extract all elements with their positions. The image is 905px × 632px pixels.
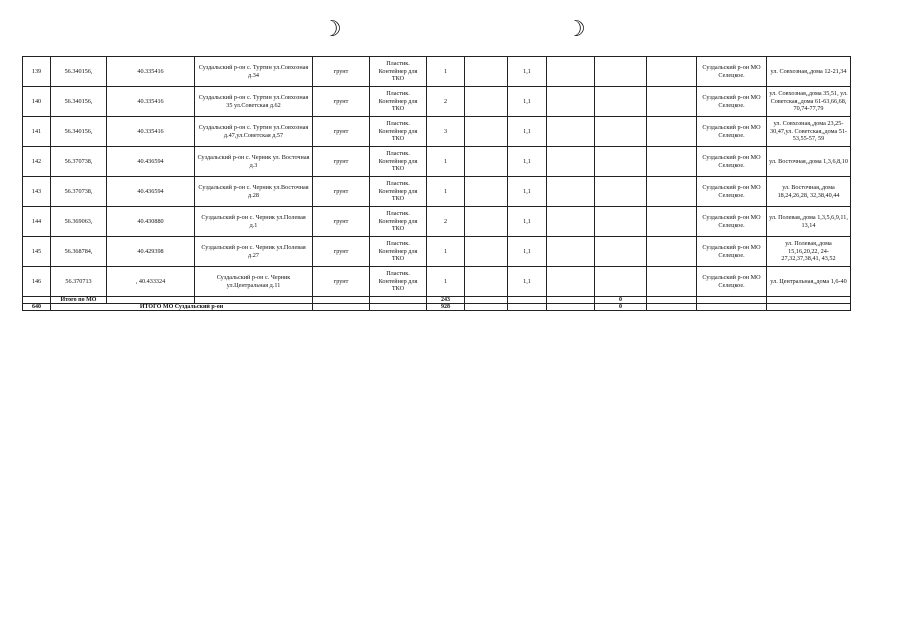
surface-cell: грунт <box>313 207 370 237</box>
longitude-cell: 40.436594 <box>107 147 195 177</box>
volume-cell: 1,1 <box>508 57 547 87</box>
container-type-cell: Пластик. Контейнер для ТКО <box>370 237 427 267</box>
empty-cell <box>465 117 508 147</box>
table-row <box>23 147 851 177</box>
empty-cell <box>465 297 508 304</box>
empty-cell <box>23 297 51 304</box>
surface-cell: грунт <box>313 57 370 87</box>
row-number: 140 <box>23 87 51 117</box>
total-label: ИТОГО МО Суздальский р-он <box>51 304 313 311</box>
longitude-cell: 40.436594 <box>107 177 195 207</box>
served-addresses-cell: ул. Полевая,,дома 15,16,20,22, 24-27,32,37,38,41, 43,52 <box>767 237 851 267</box>
row-number: 143 <box>23 177 51 207</box>
empty-cell <box>697 297 767 304</box>
empty-cell <box>465 207 508 237</box>
subtotal-label: Итого по МО <box>51 297 107 304</box>
latitude-cell: 56.370738, <box>51 177 107 207</box>
surface-cell: грунт <box>313 177 370 207</box>
served-addresses-cell: ул. Центральная,,дома 1,6-40 <box>767 267 851 297</box>
empty-cell <box>595 87 647 117</box>
empty-cell <box>595 207 647 237</box>
empty-cell <box>508 297 547 304</box>
address-cell: Суздальский р-он с. Черник ул.Полевая д.27 <box>195 237 313 267</box>
latitude-cell: 56.368784, <box>51 237 107 267</box>
table-row <box>23 117 851 147</box>
latitude-cell: 56.340156, <box>51 57 107 87</box>
address-cell: Суздальский р-он с. Черник ул.Полевая д.1 <box>195 207 313 237</box>
empty-cell <box>547 177 595 207</box>
container-type-cell: Пластик. Контейнер для ТКО <box>370 147 427 177</box>
served-addresses-cell: ул. Совхозная,,дома 35,51, ул. Советская,,дома 61-63,66,68, 70,74-77,79 <box>767 87 851 117</box>
empty-cell <box>547 237 595 267</box>
served-addresses-cell: ул. Восточная,,дома 18,24,26,28, 32,38,40,44 <box>767 177 851 207</box>
table-row <box>23 207 851 237</box>
empty-cell <box>647 147 697 177</box>
table-row <box>23 267 851 297</box>
empty-cell <box>595 57 647 87</box>
address-cell: Суздальский р-он с. Черник ул. Восточная д.3 <box>195 147 313 177</box>
longitude-cell: 40.335416 <box>107 57 195 87</box>
owner-cell: Суздальский р-он МО Селецкое. <box>697 267 767 297</box>
empty-cell <box>595 147 647 177</box>
empty-cell <box>547 207 595 237</box>
container-type-cell: Пластик. Контейнер для ТКО <box>370 177 427 207</box>
volume-cell: 1,1 <box>508 267 547 297</box>
address-cell: Суздальский р-он с. Туртин ул.Совхозная 35 ул.Советская д.62 <box>195 87 313 117</box>
container-type-cell: Пластик. Контейнер для ТКО <box>370 267 427 297</box>
empty-cell <box>647 267 697 297</box>
row-number: 141 <box>23 117 51 147</box>
empty-cell <box>595 237 647 267</box>
total-zero: 0 <box>595 304 647 311</box>
latitude-cell: 56.370713 <box>51 267 107 297</box>
container-count-cell: 2 <box>427 87 465 117</box>
empty-cell <box>547 267 595 297</box>
address-cell: Суздальский р-он с. Туртин ул.Совхозная д.34 <box>195 57 313 87</box>
owner-cell: Суздальский р-он МО Селецкое. <box>697 117 767 147</box>
empty-cell <box>767 297 851 304</box>
volume-cell: 1,1 <box>508 207 547 237</box>
empty-cell <box>547 117 595 147</box>
table-row <box>23 177 851 207</box>
table-row <box>23 237 851 267</box>
empty-cell <box>465 87 508 117</box>
latitude-cell: 56.369063, <box>51 207 107 237</box>
owner-cell: Суздальский р-он МО Селецкое. <box>697 87 767 117</box>
volume-cell: 1,1 <box>508 177 547 207</box>
volume-cell: 1,1 <box>508 117 547 147</box>
address-cell: Суздальский р-он с. Черник ул.Восточная д.28 <box>195 177 313 207</box>
subtotal-count: 243 <box>427 297 465 304</box>
empty-cell <box>595 267 647 297</box>
row-number: 146 <box>23 267 51 297</box>
address-cell: Суздальский р-он с. Черник ул.Центральная д.11 <box>195 267 313 297</box>
served-addresses-cell: ул. Совхозная,,дома 12-21,34 <box>767 57 851 87</box>
container-count-cell: 1 <box>427 237 465 267</box>
empty-cell <box>697 304 767 311</box>
empty-cell <box>767 304 851 311</box>
latitude-cell: 56.370738, <box>51 147 107 177</box>
empty-cell <box>370 297 427 304</box>
container-count-cell: 2 <box>427 207 465 237</box>
empty-cell <box>595 117 647 147</box>
longitude-cell: 40.335416 <box>107 87 195 117</box>
surface-cell: грунт <box>313 117 370 147</box>
latitude-cell: 56.340156, <box>51 117 107 147</box>
container-type-cell: Пластик. Контейнер для ТКО <box>370 207 427 237</box>
empty-cell <box>465 267 508 297</box>
empty-cell <box>313 304 370 311</box>
total-number: 640 <box>23 304 51 311</box>
row-number: 144 <box>23 207 51 237</box>
owner-cell: Суздальский р-он МО Селецкое. <box>697 237 767 267</box>
empty-cell <box>647 237 697 267</box>
empty-cell <box>370 304 427 311</box>
total-count: 928 <box>427 304 465 311</box>
total-row <box>23 304 851 311</box>
longitude-cell: 40.430880 <box>107 207 195 237</box>
empty-cell <box>107 297 195 304</box>
empty-cell <box>465 237 508 267</box>
empty-cell <box>647 297 697 304</box>
row-number: 142 <box>23 147 51 177</box>
empty-cell <box>465 57 508 87</box>
empty-cell <box>547 87 595 117</box>
empty-cell <box>465 177 508 207</box>
owner-cell: Суздальский р-он МО Селецкое. <box>697 57 767 87</box>
empty-cell <box>647 117 697 147</box>
longitude-cell: 40.429398 <box>107 237 195 267</box>
served-addresses-cell: ул. Полевая,,дома 1,3,5,6,9,11, 13,14 <box>767 207 851 237</box>
empty-cell <box>647 207 697 237</box>
empty-cell <box>547 147 595 177</box>
subtotal-zero: 0 <box>595 297 647 304</box>
owner-cell: Суздальский р-он МО Селецкое. <box>697 147 767 177</box>
empty-cell <box>547 297 595 304</box>
waste-site-register-table <box>22 56 851 311</box>
empty-cell <box>547 57 595 87</box>
served-addresses-cell: ул. Совхозная,,дома 23,25-30,47,ул. Советская,,дома 51-53,55-57, 59 <box>767 117 851 147</box>
subtotal-row <box>23 297 851 304</box>
empty-cell <box>647 57 697 87</box>
container-count-cell: 1 <box>427 57 465 87</box>
owner-cell: Суздальский р-он МО Селецкое. <box>697 207 767 237</box>
empty-cell <box>313 297 370 304</box>
empty-cell <box>595 177 647 207</box>
container-count-cell: 3 <box>427 117 465 147</box>
longitude-cell: , 40.433324 <box>107 267 195 297</box>
empty-cell <box>508 304 547 311</box>
empty-cell <box>465 304 508 311</box>
table-body <box>23 57 851 311</box>
surface-cell: грунт <box>313 87 370 117</box>
address-cell: Суздальский р-он с. Туртин ул.Совхозная д.47,ул.Советская д.57 <box>195 117 313 147</box>
container-type-cell: Пластик. Контейнер для ТКО <box>370 117 427 147</box>
moon-mark-left: ☽ <box>322 16 342 41</box>
empty-cell <box>647 304 697 311</box>
served-addresses-cell: ул. Восточная,,дома 1,3,6,8,10 <box>767 147 851 177</box>
empty-cell <box>647 87 697 117</box>
container-count-cell: 1 <box>427 177 465 207</box>
surface-cell: грунт <box>313 237 370 267</box>
volume-cell: 1,1 <box>508 237 547 267</box>
row-number: 139 <box>23 57 51 87</box>
surface-cell: грунт <box>313 267 370 297</box>
volume-cell: 1,1 <box>508 147 547 177</box>
volume-cell: 1,1 <box>508 87 547 117</box>
empty-cell <box>465 147 508 177</box>
table-row <box>23 57 851 87</box>
container-count-cell: 1 <box>427 147 465 177</box>
moon-mark-right: ☽ <box>566 16 586 41</box>
longitude-cell: 40.335416 <box>107 117 195 147</box>
surface-cell: грунт <box>313 147 370 177</box>
table-row <box>23 87 851 117</box>
owner-cell: Суздальский р-он МО Селецкое. <box>697 177 767 207</box>
container-type-cell: Пластик. Контейнер для ТКО <box>370 57 427 87</box>
container-type-cell: Пластик. Контейнер для ТКО <box>370 87 427 117</box>
empty-cell <box>195 297 313 304</box>
latitude-cell: 56.340156, <box>51 87 107 117</box>
empty-cell <box>547 304 595 311</box>
container-count-cell: 1 <box>427 267 465 297</box>
row-number: 145 <box>23 237 51 267</box>
empty-cell <box>647 177 697 207</box>
